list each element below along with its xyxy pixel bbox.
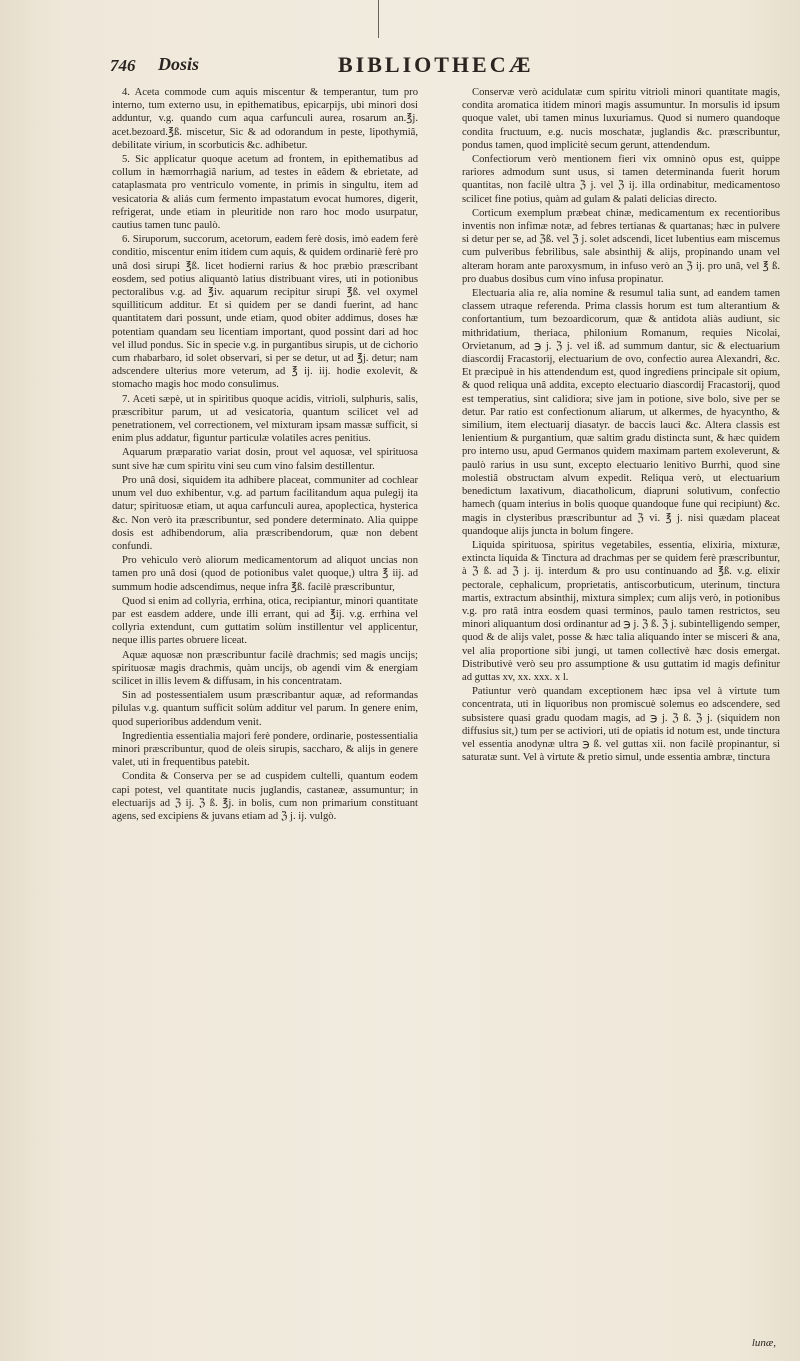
paragraph: 6. Siruporum, succorum, acetorum, eadem ferè dosis, imò eadem ferè conditio, miscentur enim itidem cum aquis, & quidem ordinariè ferè pro unâ dosi sirupi ℥ß. licet hodierni rarius & hoc præbio præscribant eosdem, sed potius aliquantò latius distribuant vires, uti in potionibus pectoralibus v.g. ad ℥iv. aquarum recipitur sirupi ℥ß. vel oxymel squilliticum additur. Et si quidem per se dandi fuerint, ad hanc quantitatem dari possunt, unde etiam, quod obiter addimus, doses hæ potentiam quandam seu licentiam important, quod possint dari ad hoc vel illud pondus. Sic in specie v.g. in purgantibus sirupis, ut de cichorio cum rhabarbaro, id solet observari, si per se detur, ut ad ℥j. detur; nam adscendere ulterius more veterum, ad ℥ ij. iij. hodie exolevit, & stomacho magis hoc modo consulimus.	[112, 234, 418, 391]
paragraph: Patiuntur verò quandam exceptionem hæc ipsa vel à virtute tum concentrata, uti in liquoribus non promiscuè solemus eo adscendere, sed subsistere quasi gradu quodam magis, ad ℈ j. ℨ ß. ℨ j. (siquidem non diffusius sit,) tum per se activiori, uti de opiatis id notum est, unde tinctura vel essentia anodynæ ultra ℈ ß. vel guttas xii. non facilè propinantur, si saturatæ sunt. Vel à virtute & pretio simul, unde essentia ambræ, tinctura	[462, 686, 780, 764]
paragraph: 7. Aceti sæpè, ut in spiritibus quoque acidis, vitrioli, sulphuris, salis, præscribitur parum, ut ad vesicatoria, quantum scilicet vel ad penetrationem, vel correctionem, vel mixturam ipsam massæ sufficit, si enim plus addatur, figuntur particulæ volatiles acres penitius.	[112, 393, 418, 445]
right-column	[462, 86, 780, 765]
paragraph: 5. Sic applicatur quoque acetum ad frontem, in epithematibus ad collum in hæmorrhagiâ narium, ad testes in eâdem & ebrietate, ad cataplasmata pro ventriculo vomente, in primis in singultu, item ad vesicatoria & aliás cum fermento impastatum evocat humores, digerit, refrigerat, unde etiam in pleuritide non raro hoc modo usurpatur, cautius tamen tunc paulò.	[112, 154, 418, 232]
left-column	[112, 86, 418, 824]
running-head: Dosis	[158, 54, 200, 74]
paragraph: Condita & Conserva per se ad cuspidem cultelli, quantum eodem capi potest, vel quantitate nucis juglandis, castaneæ, assumuntur; in electuarijs ad ℨ ij. ℨ ß. ℥j. in bolis, cum non primarium constituant agens, sed excipiens & juvans etiam ad ℨ j. ij. vulgò.	[112, 771, 418, 822]
page-header	[110, 54, 770, 84]
paragraph: Conservæ verò acidulatæ cum spiritu vitrioli minori quantitate magis, condita aromatica itidem minori magis assumuntur. In morsulis id ipsum quoque valet, ubi tamen minus luxuriamus. Quod si numero quandoque condita fructuum, e.g. nucis moschatæ, juglandis &c. præscribuntur, pondus tamen, quod implicitè secum gerunt, attendendum.	[462, 87, 780, 151]
paragraph: Liquida spirituosa, spiritus vegetabiles, essentia, elixiria, mixturæ, extincta liquida & Tinctura ad drachmas per se quidem ferè præscribuntur, à ℨ ß. ad ℨ j. ij. interdum & pro usu continuando ad ℥ß. v.g. elixir pectorale, cephalicum, proprietatis, antiscorbuticum, uterinum, tinctura martis, extractum absinthij, mixtura simplex; cum alijs verò, in potionibus v.g. pro ratâ intra eosdem quasi terminos, paulo tamen restrictos, seu minori aliquantum dosi ordinantur ad ℈ j. ℨ ß. ℨ j. subintelligendo semper, quod & de alijs valet, posse & hæc talia aliquando inter se misceri & ana, vel alia proportione sibi jungi, ut tamen collectivè hæc dosis emergat. Distributivè verò seu pro assumptione & usu guttatim id magis definitur ad guttas xv, xx. xxx. x l.	[462, 539, 780, 683]
paragraph: Ingredientia essentialia majori ferè pondere, ordinarie, postessentialia minori præscribuntur, quod de oleis sirupis, saccharo, & alijs in genere valet, uti in frequentibus patebit.	[112, 730, 418, 769]
page-number: 746	[110, 56, 136, 75]
paragraph: Electuaria alia re, alia nomine & resumul talia sunt, ad eandem tamen classem utraque referenda. Prima classis horum est tum alterantium & confortantium, tum bezoardicorum, quæ & antidota aliàs audiunt, sic mithridatium, theriaca, philonium Romanum, requies Nicolai, Orvietanum, ad ℈ j. ℨ j. vel iß. ad summum dantur, sic & electuarium diascordij Fracastorij, electuarium de ovo, confectio aurea Alexandri, &c. Et præcipuè in his attendendum est, quod ingrediens principale sit opium, & quod reliqua unâ addita, excepto electuario diascordij Fracastorij, quod est temperatius, sint calidiora; sive jam in potione, sive bolo, sive per se detur. Par ratio est confectionum aliarum, ut alkermes, de hyacyntho, & similium, item electuarij diasatyr. de baccis lauci &c. Altera classis est lenientium & purgantium, quæ saltim gradu distincta sunt, & hæc quidem pro interno usu, apud Germanos quidem maximam partem exoleverunt, & paulò rarius in usu sunt, excepto electuario lenitivo Burrhi, quod sine molestiâ obstructam alvum expedit. Reliqua verò, ut electuarium benedictum laxativum, diacatholicum, diapruni solutivum, confectio hamech (quam interius in bolis quoque quandoque fune qui recipiunt) &c. magis in clysteribus præscribuntur ad ℨ vi. ℥ j. nisi quædam placeat quandoque alijs juncta in bolum fingere.	[462, 288, 780, 537]
paragraph: Aquarum præparatio variat dosin, prout vel aquosæ, vel spirituosa sunt sive hæ cum spiritu vini seu cum vino falsim destillentur.	[112, 447, 418, 472]
paragraph: 4. Aceta commode cum aquis miscentur & temperantur, tum pro interno, tum externo usu, in epithematibus, epicarpijs, ubi minori dosi adduntur, v.g. quando cum aqua carfunculi aurea, rosarum an.℥j. acet.bezoard.℥ß. miscetur, Sic & ad odorandum in peste, lipothymiâ, debilitate virium, in scorbuticis &c. adhibetur.	[112, 87, 418, 151]
paragraph: Quod si enim ad collyria, errhina, otica, recipiantur, minori quantitate par est easdem addere, unde illi errant, qui ad ℥ij. v.g. errhina vel collyria extendunt, cum guttatim solùm instillentur vel applicentur, neque illis partes obruere liceat.	[112, 595, 418, 647]
paragraph: Pro unâ dosi, siquidem ita adhibere placeat, communiter ad cochlear unum vel duo exhibentur, v.g. ad partum facilitandum aqua pulegij ita datur; spirituosæ etiam, ut aqua carfunculi aurea, apoplectica, hysterica &c. Non verò ita præscribuntur, sed pondere determinato. Alia quippe dosis est adhibendorum, alia præscribendorum, quæ non debent confundi.	[112, 474, 418, 552]
paragraph: Aquæ aquosæ non præscribuntur facilè drachmis; sed magis uncijs; spirituosæ magis drachmis, quàm uncijs, ob agendi vim & energiam scilicet in illis levem & diffusam, in his concentratam.	[112, 649, 418, 687]
paragraph: Sin ad postessentialem usum præscribantur aquæ, ad reformandas pilulas v.g. quantum sufficit solùm additur vel parum. In genere enim, quod superioribus addendum venit.	[112, 690, 418, 728]
paragraph: Confectiorum verò mentionem fieri vix omninò opus est, quippe rariores admodum sunt usus, si tamen determinanda fuerit horum quantitas, non facilè ultra ℨ j. vel ℨ ij. illa ordinabitur, medicamentoso scilicet fine potius, quàm ad gulam & palati delicias directo.	[462, 154, 780, 205]
paragraph: Pro vehiculo verò aliorum medicamentorum ad aliquot uncias non tamen pro unâ dosi (quod de potionibus valet quoque,) ultra ℥ iij. ad summum hodie adscendimus, neque infra ℥ß. facilè præscribuntur,	[112, 555, 418, 593]
catchword: lunæ,	[751, 1337, 776, 1349]
paragraph: Corticum exemplum præbeat chinæ, medicamentum ex recentioribus inventis non infimæ notæ, ad febres tertianas & quartanas; hæc in pulvere si detur per se, ad ℨß. vel ℨ j. solet adscendi, licet lubentius eam miscemus cum pulveribus febrilibus, sale absinthij & alijs, propinando unam vel alteram horam ante paroxysmum, in infuso verò an ℨ ij. pro unâ, vel ℥ ß. pro duabus dosibus cum vino infusa propinatur.	[462, 207, 780, 285]
binding-mark	[378, 0, 379, 38]
page-title: BIBLIOTHECÆ	[338, 52, 534, 77]
